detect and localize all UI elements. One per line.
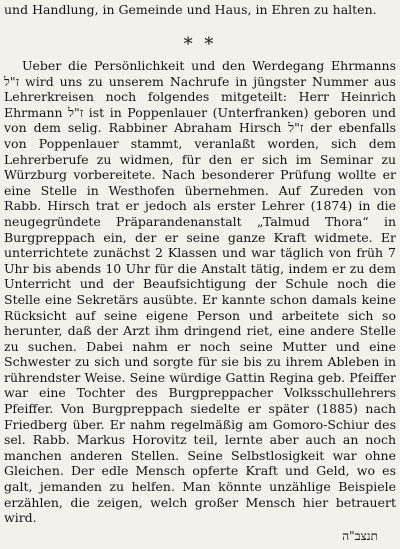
section-divider: * * <box>183 34 217 55</box>
intro-paragraph: und Handlung, in Gemeinde und Haus, in Ehren zu halten. <box>4 2 377 17</box>
hebrew-closing: תנצב"ה <box>342 529 378 543</box>
article-body: Ueber die Persönlichkeit und den Werdegang Ehrmanns ז"ל wird uns zu unserem Nachrufe in jüngster Nummer aus Lehrerkreisen noch folgendes mitgeteilt: Herr Heinrich Ehrmann ז"ל ist in Poppenlauer (Unterfranken) geboren und von dem selig. Rabbiner Abraham Hirsch ז"ל der ebenfalls von Poppenlauer stammt, veranlaßt worden, sich dem Lehrerberufe zu widmen, für den er sich im Seminar zu Würzburg vorbereitete. Nach besonderer Prüfung wollte er eine Stelle in Westhofen übernehmen. Auf Zureden von Rabb. Hirsch trat er jedoch als erster Lehrer (1874) in die neugegründete Präparandenanstalt „Talmud Thora“ in Burgpreppach ein, der er seine ganze Kraft widmete. Er unterrichtete zunächst 2 Klassen und war täglich von früh 7 Uhr bis abends 10 Uhr für die Anstalt tätig, indem er zu dem Unterricht und der Beaufsichtigung der Schule noch die Stelle eine Sekretärs ausübte. Er kannte schon damals keine Rücksicht auf seine eigene Person und arbeitete sich so herunter, daß der Arzt ihm dringend riet, eine andere Stelle zu suchen. Dabei nahm er noch seine Mutter und eine Schwester zu sich und sorgte für sie bis zu ihrem Ableben in rührendster Weise. Seine würdige Gattin Regina geb. Pfeiffer war eine Tochter des Burgpreppacher Volksschullehrers Pfeiffer. Von Burgpreppach siedelte er später (1885) nach Friedberg über. Er nahm regelmäßig am Gomoro-Schiur des sel. Rabb. Markus Horovitz teil, lernte aber auch an noch manchen anderen Stellen. Seine Selbstlosigkeit war ohne Gleichen. Der edle Mensch opferte Kraft und Geld, wo es galt, jemanden zu helfen. Man könnte unzählige Beispiele erzählen, die zeigen, welch großer Mensch hier betrauert wird. <box>4 58 396 526</box>
